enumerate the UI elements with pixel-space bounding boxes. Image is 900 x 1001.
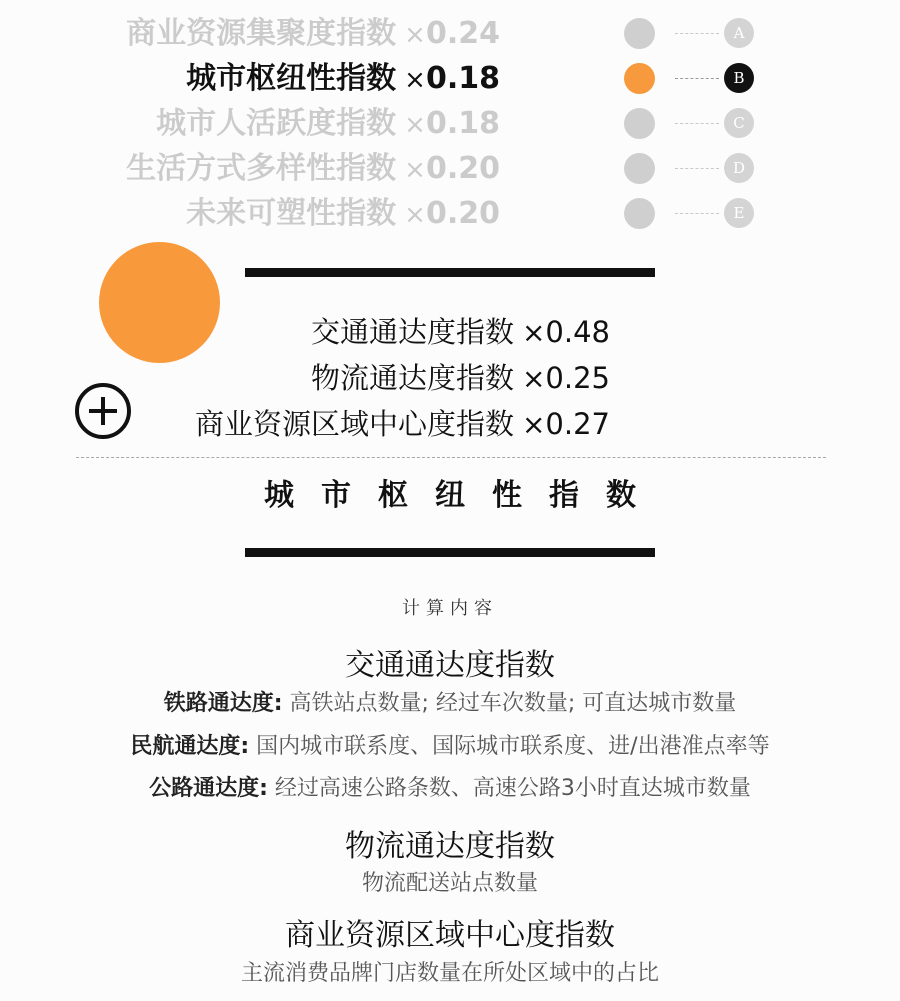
traffic-line-road: 公路通达度: 经过高速公路条数、高速公路3小时直达城市数量 (149, 776, 751, 801)
commerce-text: 主流消费品牌门店数量在所处区域中的占比 (240, 961, 659, 986)
factor-letter-badge: C (724, 108, 754, 138)
dashed-connector (675, 123, 719, 124)
plus-circle-icon (75, 383, 131, 439)
logistics-title: 物流通达度指数 (345, 829, 555, 864)
section-label: 计算内容 (402, 598, 498, 619)
dashed-connector (675, 78, 719, 79)
factor-label: 生活方式多样性指数 ×0.20 (126, 151, 500, 186)
factor-row-c (0, 102, 900, 146)
factor-row-e (0, 192, 900, 236)
factor-dot (624, 108, 655, 139)
dashed-connector (675, 168, 719, 169)
sum-divider (76, 457, 826, 458)
factor-dot (624, 63, 655, 94)
traffic-title: 交通通达度指数 (345, 648, 555, 683)
component-logistics: 物流通达度指数 ×0.25 (310, 361, 610, 395)
factor-row-a (0, 12, 900, 56)
result-title: 城市枢纽性指数 (264, 478, 663, 513)
factor-dot (624, 18, 655, 49)
traffic-line-air: 民航通达度: 国内城市联系度、国际城市联系度、进/出港准点率等 (130, 734, 770, 759)
logistics-text: 物流配送站点数量 (361, 871, 538, 896)
factor-letter-badge: E (724, 198, 754, 228)
factor-dot (624, 198, 655, 229)
factor-dot (624, 153, 655, 184)
factor-row-d (0, 147, 900, 191)
traffic-line-rail: 铁路通达度: 高铁站点数量; 经过车次数量; 可直达城市数量 (163, 691, 737, 716)
component-traffic: 交通通达度指数 ×0.48 (310, 315, 610, 349)
commerce-title: 商业资源区域中心度指数 (285, 918, 615, 953)
factor-label: 商业资源集聚度指数 ×0.24 (126, 16, 500, 51)
factor-label: 城市人活跃度指数 ×0.18 (156, 106, 500, 141)
factor-letter-badge: B (724, 63, 754, 93)
component-commerce: 商业资源区域中心度指数 ×0.27 (194, 407, 610, 441)
factor-letter-badge: A (724, 18, 754, 48)
factor-letter-badge: D (724, 153, 754, 183)
top-rule (245, 268, 655, 277)
bottom-rule (245, 548, 655, 557)
orange-circle-marker (99, 242, 220, 363)
dashed-connector (675, 213, 719, 214)
factor-row-b (0, 57, 900, 101)
factor-label: 未来可塑性指数 ×0.20 (186, 196, 500, 231)
dashed-connector (675, 33, 719, 34)
factor-label: 城市枢纽性指数 ×0.18 (186, 61, 500, 96)
